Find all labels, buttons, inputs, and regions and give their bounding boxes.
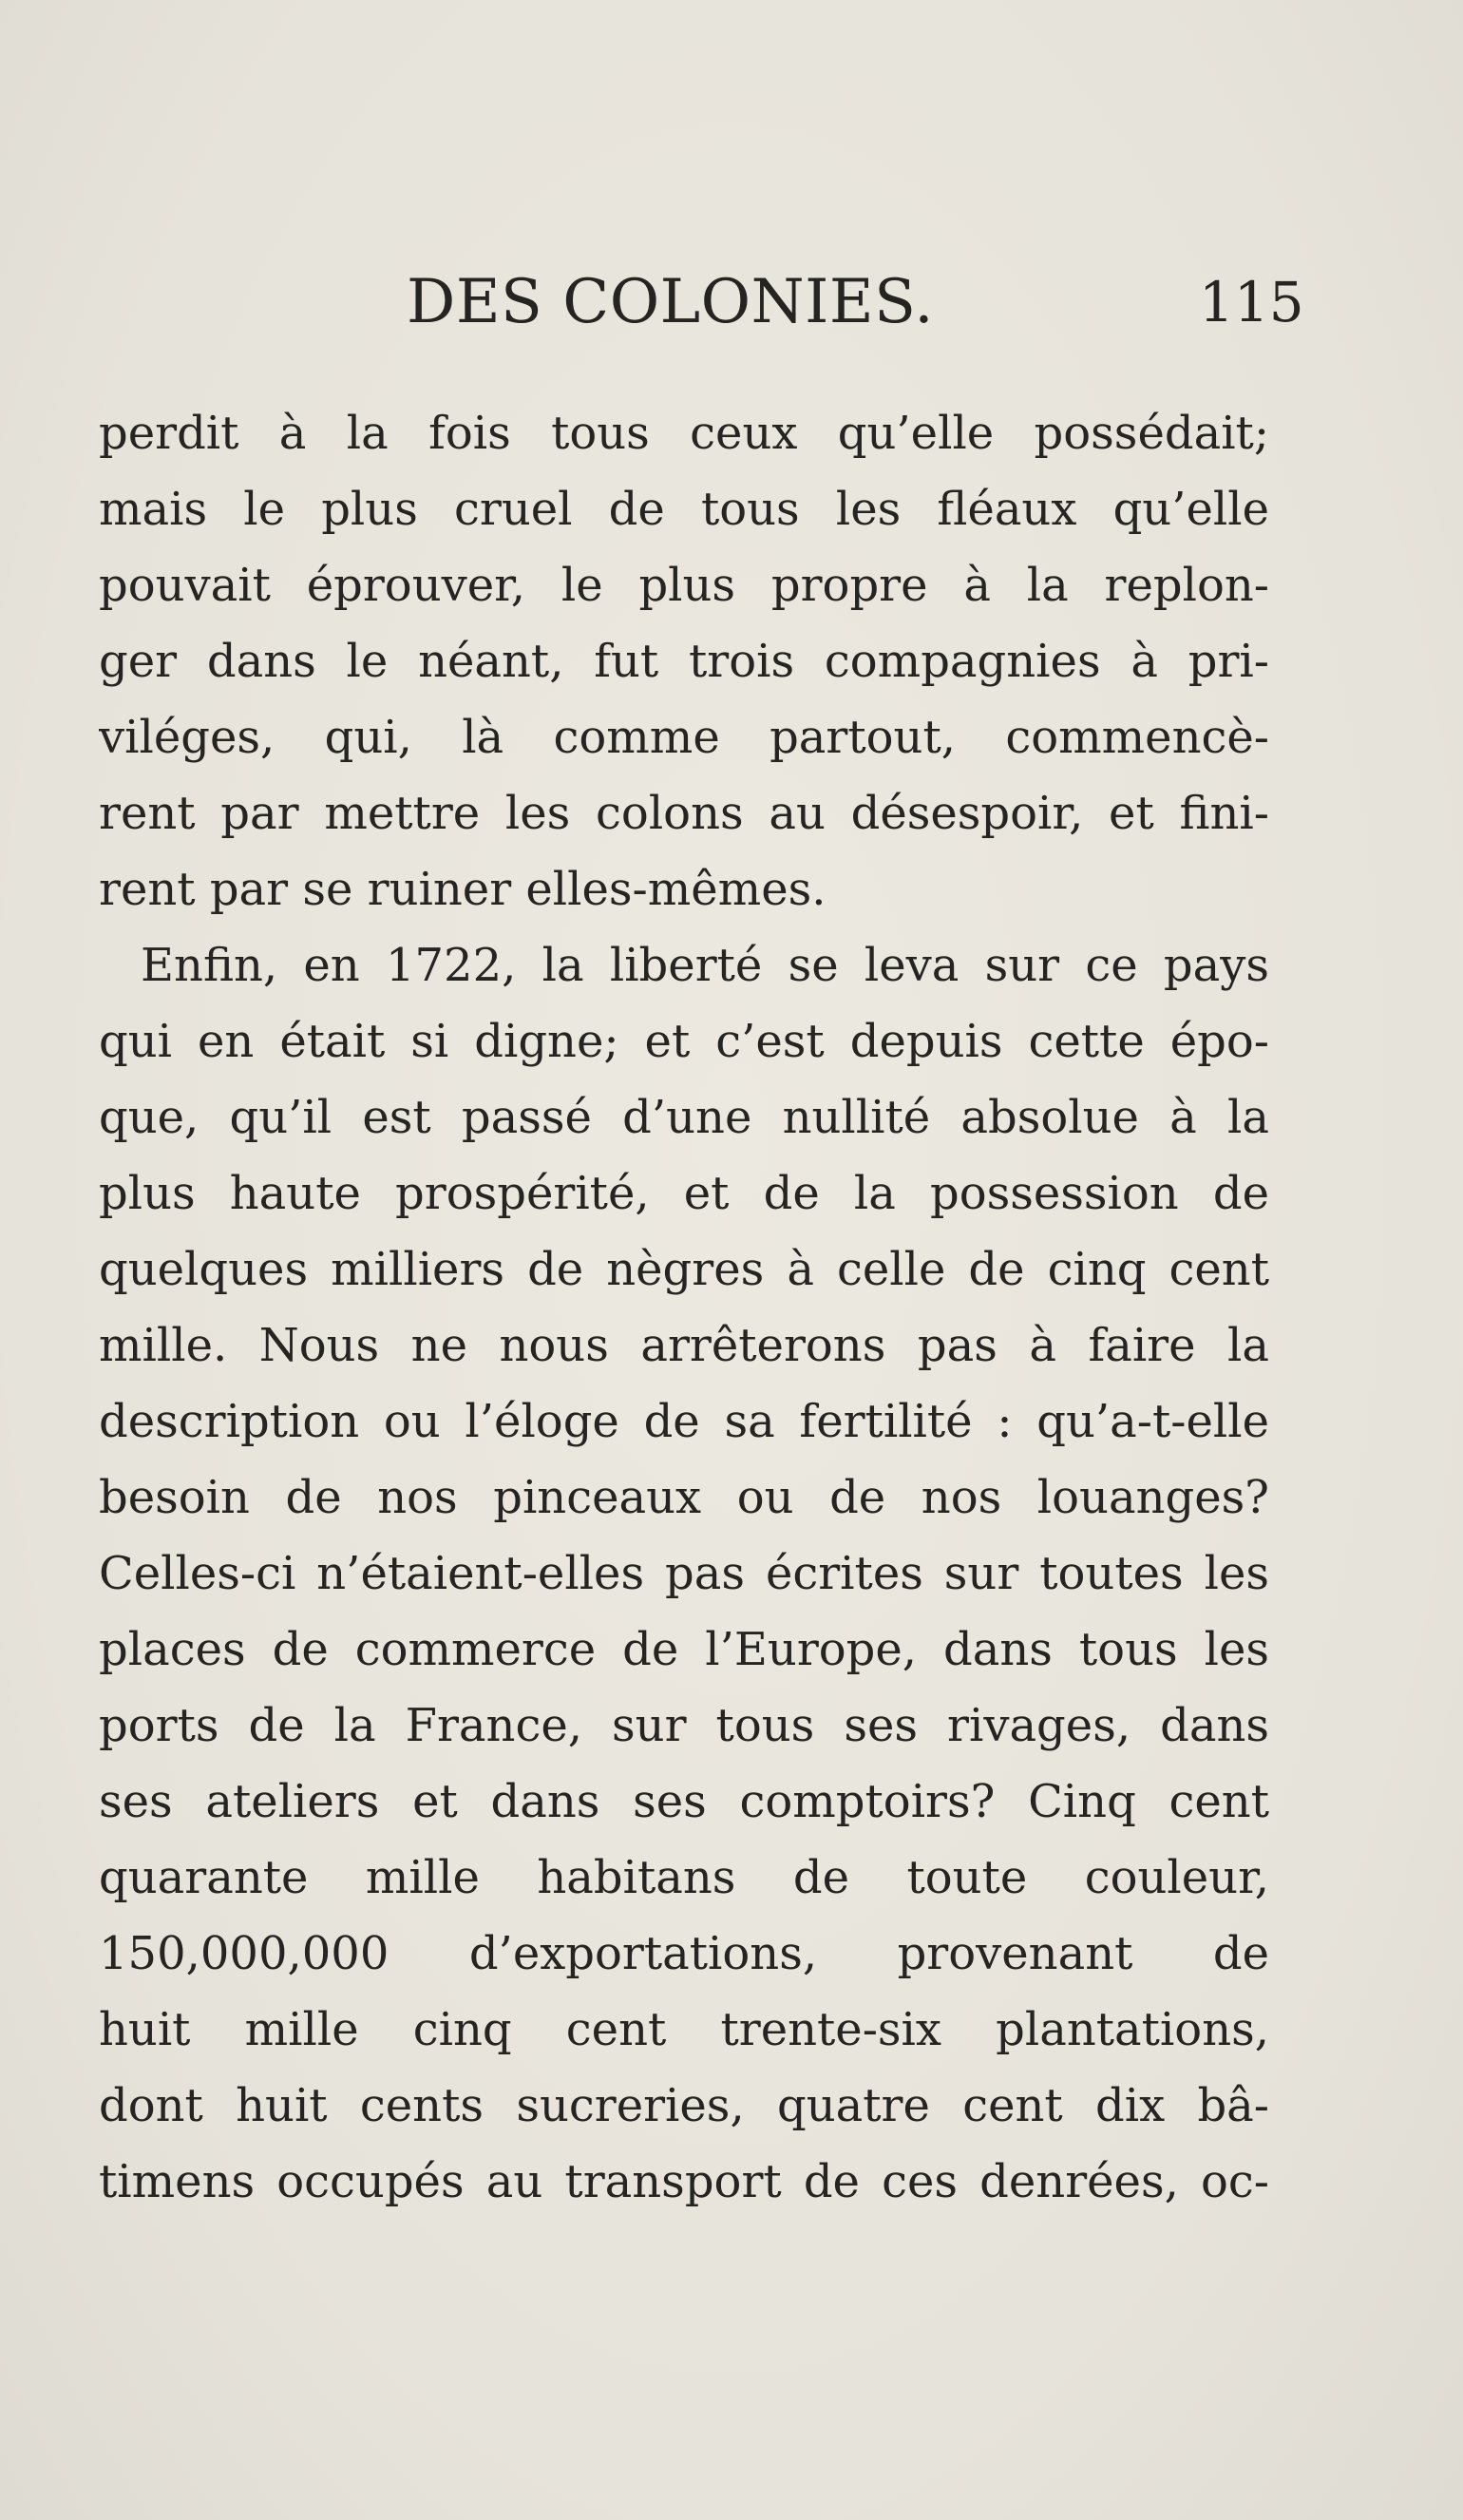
text-line: Enfin, en 1722, la liberté se leva sur ce pays	[141, 939, 1269, 992]
text-line: timens occupés au transport de ces denrées, oc-	[99, 2155, 1269, 2208]
text-line: 150,000,000 d’exportations, provenant de	[99, 1927, 1269, 1980]
text-line: plus haute prospérité, et de la possession de	[99, 1167, 1269, 1220]
text-line: ports de la France, sur tous ses rivages, dans	[99, 1699, 1269, 1752]
text-line: viléges, qui, là comme partout, commencè-	[99, 711, 1269, 764]
text-line: rent par se ruiner elles-mêmes.	[99, 863, 826, 916]
text-line: quarante mille habitans de toute couleur,	[99, 1851, 1269, 1904]
text-line: dont huit cents sucreries, quatre cent dix bâ-	[99, 2079, 1269, 2132]
paragraph-1	[99, 395, 1269, 927]
paragraph-2	[99, 927, 1269, 2220]
text-line: huit mille cinq cent trente-six plantations,	[99, 2003, 1269, 2056]
text-line: rent par mettre les colons au désespoir, et fini-	[99, 787, 1269, 840]
text-line: Celles-ci n’étaient-elles pas écrites sur toutes les	[99, 1547, 1269, 1600]
text-line: ger dans le néant, fut trois compagnies à pri-	[99, 635, 1269, 688]
body-text	[99, 395, 1269, 2220]
text-line: pouvait éprouver, le plus propre à la replon-	[99, 559, 1269, 612]
text-line: que, qu’il est passé d’une nullité absolue à la	[99, 1091, 1269, 1144]
text-line: perdit à la fois tous ceux qu’elle possédait;	[99, 407, 1269, 460]
text-line: besoin de nos pinceaux ou de nos louanges?	[99, 1471, 1269, 1524]
text-line: ses ateliers et dans ses comptoirs? Cinq cent	[99, 1775, 1269, 1828]
text-line: description ou l’éloge de sa fertilité : qu’a-t-elle	[99, 1395, 1269, 1448]
running-title: DES COLONIES.	[407, 267, 935, 337]
text-line: mais le plus cruel de tous les fléaux qu’elle	[99, 483, 1269, 536]
running-head	[0, 264, 1463, 340]
text-line: places de commerce de l’Europe, dans tous les	[99, 1623, 1269, 1676]
text-line: qui en était si digne; et c’est depuis cette épo-	[99, 1015, 1269, 1068]
page-number: 115	[1199, 270, 1304, 334]
text-line: mille. Nous ne nous arrêterons pas à faire la	[99, 1319, 1269, 1372]
text-line: quelques milliers de nègres à celle de cinq cent	[99, 1243, 1269, 1296]
